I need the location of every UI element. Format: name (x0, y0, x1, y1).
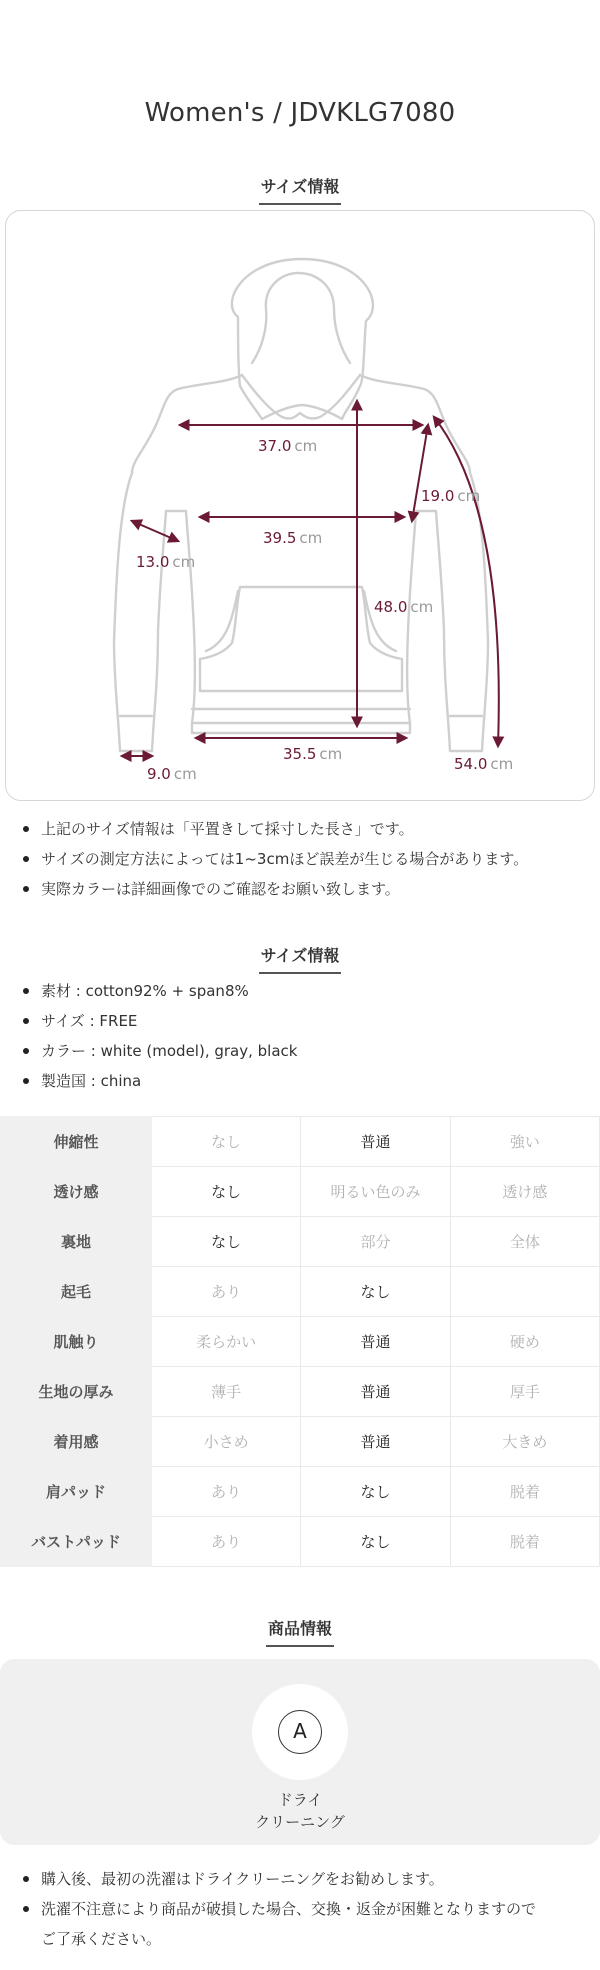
size-info-heading: サイズ情報 (0, 174, 600, 205)
spec-option: 明るい色のみ (301, 1167, 450, 1217)
spec-option: あり (152, 1267, 301, 1317)
spec-option: あり (152, 1517, 301, 1567)
list-item: サイズの測定方法によっては1~3cmほど誤差が生じる場合があります。 (20, 844, 590, 874)
spec-option-selected: 普通 (301, 1417, 450, 1467)
spec-label: 裏地 (1, 1217, 152, 1267)
spec-option: 硬め (450, 1317, 599, 1367)
table-row (1, 1367, 600, 1417)
spec-label: 着用感 (1, 1417, 152, 1467)
product-details (20, 976, 590, 1096)
table-row (1, 1467, 600, 1517)
spec-option: 強い (450, 1117, 599, 1167)
list-item: 上記のサイズ情報は「平置きして採寸した長さ」です。 (20, 814, 590, 844)
spec-option: 薄手 (152, 1367, 301, 1417)
spec-option-selected: 普通 (301, 1117, 450, 1167)
cuff-measure: 9.0 cm (147, 765, 197, 783)
spec-option: 部分 (301, 1217, 450, 1267)
table-row (1, 1517, 600, 1567)
spec-option-selected: なし (301, 1467, 450, 1517)
spec-option: あり (152, 1467, 301, 1517)
table-row (1, 1117, 600, 1167)
spec-option: 脱着 (450, 1467, 599, 1517)
details-heading: サイズ情報 (0, 943, 600, 974)
spec-label: 透け感 (1, 1167, 152, 1217)
spec-label: 肌触り (1, 1317, 152, 1367)
spec-option: 小さめ (152, 1417, 301, 1467)
spec-option: なし (152, 1117, 301, 1167)
spec-option-selected: なし (152, 1167, 301, 1217)
sleeve-width-measure: 13.0 cm (136, 553, 196, 571)
spec-option-selected: なし (301, 1267, 450, 1317)
care-panel (0, 1659, 600, 1845)
hoodie-outline (114, 259, 488, 751)
list-item: 洗濯不注意により商品が破損した場合、交換・返金が困難となりますので (20, 1894, 590, 1924)
list-item-continued: ご了承ください。 (41, 1930, 162, 1948)
spec-option-selected: 普通 (301, 1367, 450, 1417)
product-info-heading: 商品情報 (0, 1616, 600, 1647)
sleeve-length-measure: 54.0 cm (454, 755, 514, 773)
dry-clean-icon: A (278, 1710, 322, 1754)
table-row (1, 1217, 600, 1267)
list-item: 購入後、最初の洗濯はドライクリーニングをお勧めします。 (20, 1864, 590, 1894)
spec-option: 全体 (450, 1217, 599, 1267)
spec-option-selected: 普通 (301, 1317, 450, 1367)
size-diagram (5, 210, 595, 801)
spec-option: 脱着 (450, 1517, 599, 1567)
spec-option-selected: なし (152, 1217, 301, 1267)
chest-measure: 39.5 cm (263, 529, 323, 547)
spec-label: 肩パッド (1, 1467, 152, 1517)
care-notes (20, 1864, 590, 1954)
spec-label: 伸縮性 (1, 1117, 152, 1167)
list-item: 素材 : cotton92% + span8% (20, 976, 590, 1006)
spec-label: バストパッド (1, 1517, 152, 1567)
care-label: ドライ クリーニング (255, 1791, 345, 1831)
table-row (1, 1417, 600, 1467)
hoodie-diagram (6, 211, 596, 802)
spec-option: 厚手 (450, 1367, 599, 1417)
table-row (1, 1267, 600, 1317)
list-item: 製造国 : china (20, 1066, 590, 1096)
table-row (1, 1317, 600, 1367)
armhole-measure: 19.0 cm (421, 487, 481, 505)
spec-table (0, 1116, 600, 1567)
shoulder-measure: 37.0 cm (258, 437, 318, 455)
care-symbol (252, 1684, 348, 1780)
spec-option (450, 1267, 599, 1317)
spec-option: 大きめ (450, 1417, 599, 1467)
list-item: カラー : white (model), gray, black (20, 1036, 590, 1066)
spec-option: 柔らかい (152, 1317, 301, 1367)
spec-label: 起毛 (1, 1267, 152, 1317)
length-measure: 48.0 cm (374, 598, 434, 616)
table-row (1, 1167, 600, 1217)
spec-option-selected: なし (301, 1517, 450, 1567)
hem-measure: 35.5 cm (283, 745, 343, 763)
spec-label: 生地の厚み (1, 1367, 152, 1417)
spec-option: 透け感 (450, 1167, 599, 1217)
list-item: 実際カラーは詳細画像でのご確認をお願い致します。 (20, 874, 590, 904)
size-notes (20, 814, 590, 904)
page-title: Women's / JDVKLG7080 (144, 98, 456, 128)
list-item: サイズ : FREE (20, 1006, 590, 1036)
